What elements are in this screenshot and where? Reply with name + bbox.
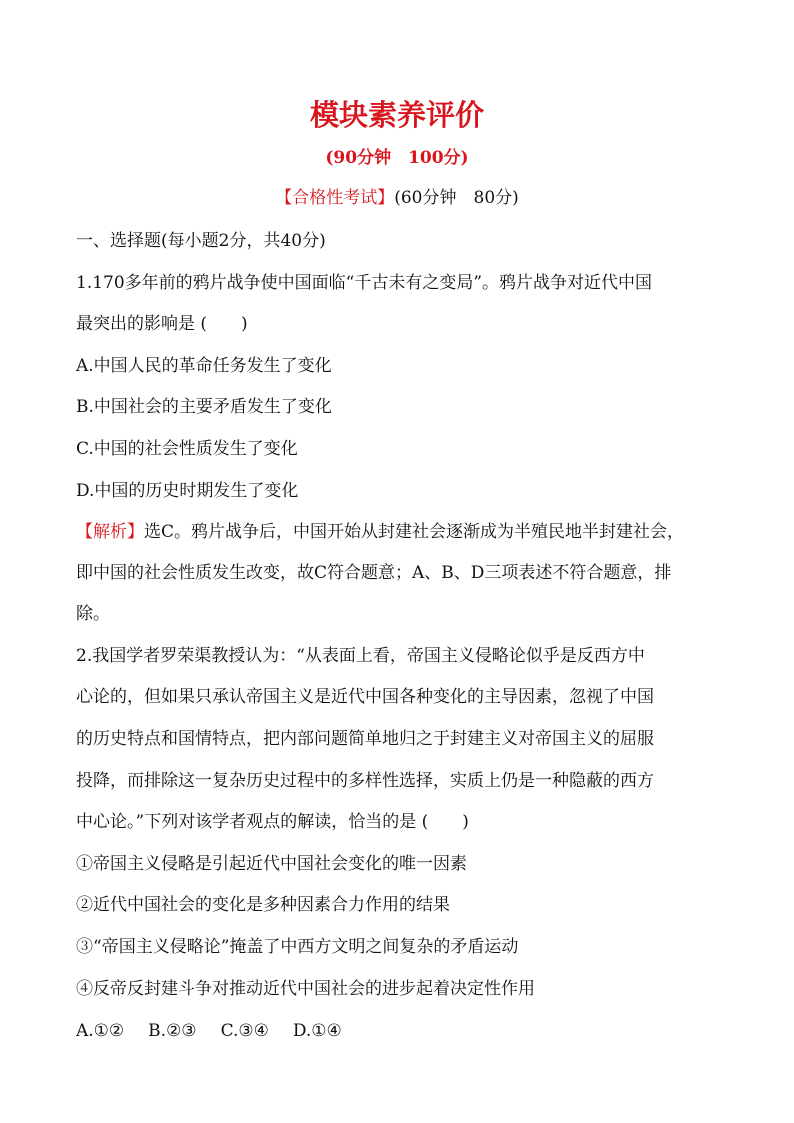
q2-stem-line2: 心论的，但如果只承认帝国主义是近代中国各种变化的主导因素，忽视了中国 xyxy=(76,687,654,707)
section-detail: (60分钟 80分) xyxy=(394,188,519,208)
q2-statement-3: ③“帝国主义侵略论”掩盖了中西方文明之间复杂的矛盾运动 xyxy=(76,937,519,957)
q2-stem-line5: 中心论。”下列对该学者观点的解读，恰当的是 ( ) xyxy=(76,812,469,832)
q1-option-d: D.中国的历史时期发生了变化 xyxy=(76,481,299,501)
q2-statement-2: ②近代中国社会的变化是多种因素合力作用的结果 xyxy=(76,895,450,915)
q1-analysis-line3: 除。 xyxy=(76,604,110,624)
q2-option-c: C.③④ xyxy=(220,1021,269,1041)
q2-option-a: A.①② xyxy=(76,1021,125,1041)
q1-stem-line1: 1.170多年前的鸦片战争使中国面临“千古未有之变局”。鸦片战争对近代中国 xyxy=(76,273,653,293)
q1-analysis-line1 xyxy=(76,521,684,543)
q1-stem-line2: 最突出的影响是 ( ) xyxy=(76,314,248,334)
q2-options xyxy=(76,1020,342,1042)
page-subtitle: (90分钟 100分) xyxy=(325,148,469,168)
q2-statement-4: ④反帝反封建斗争对推动近代中国社会的进步起着决定性作用 xyxy=(76,979,535,999)
q1-option-c: C.中国的社会性质发生了变化 xyxy=(76,439,298,459)
q2-stem-line1: 2.我国学者罗荣渠教授认为：“从表面上看，帝国主义侵略论似乎是反西方中 xyxy=(76,646,645,666)
section-label: 【合格性考试】 xyxy=(275,188,395,208)
section-heading xyxy=(0,187,794,209)
analysis-tag: 【解析】 xyxy=(76,522,144,542)
q1-analysis-line2: 即中国的社会性质发生改变，故C符合题意；A、B、D三项表述不符合题意，排 xyxy=(76,563,672,583)
q2-stem-line4: 投降，而排除这一复杂历史过程中的多样性选择，实质上仍是一种隐蔽的西方 xyxy=(76,771,654,791)
q1-option-b: B.中国社会的主要矛盾发生了变化 xyxy=(76,397,332,417)
analysis-text: 选C。鸦片战争后，中国开始从封建社会逐渐成为半殖民地半封建社会， xyxy=(144,522,685,542)
q1-option-a: A.中国人民的革命任务发生了变化 xyxy=(76,356,332,376)
q2-option-d: D.①④ xyxy=(292,1021,342,1041)
q2-statement-1: ①帝国主义侵略是引起近代中国社会变化的唯一因素 xyxy=(76,854,467,874)
page-title: 模块素养评价 xyxy=(309,98,484,132)
part-heading: 一、选择题(每小题2分，共40分) xyxy=(76,231,326,251)
q2-option-b: B.②③ xyxy=(148,1021,197,1041)
q2-stem-line3: 的历史特点和国情特点，把内部问题简单地归之于封建主义对帝国主义的屈服 xyxy=(76,729,654,749)
